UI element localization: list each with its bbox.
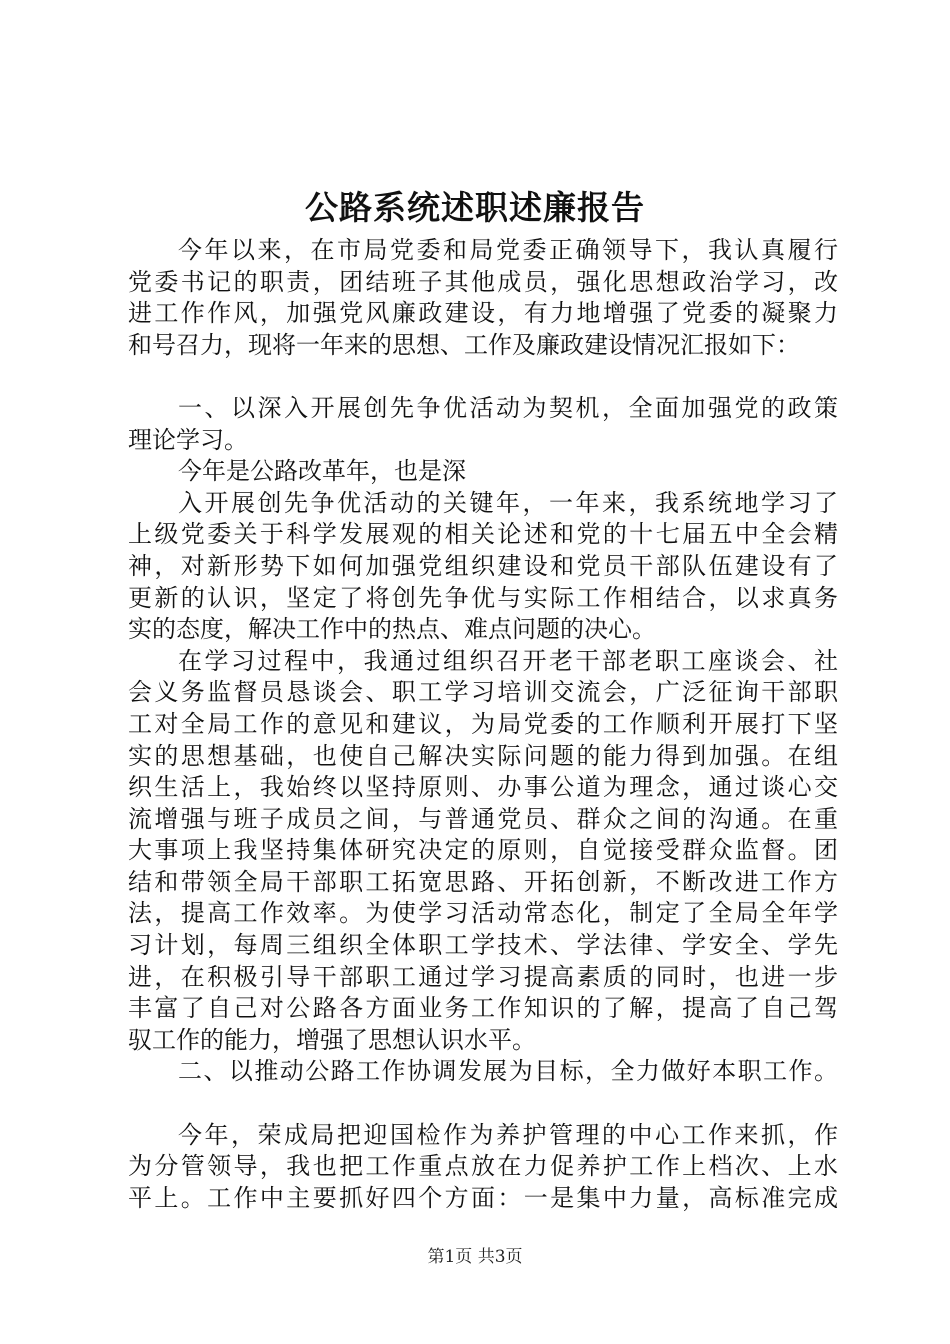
section-heading-1: 一、以深入开展创先争优活动为契机，全面加强党的政策 bbox=[178, 393, 838, 422]
body-line: 和号召力，现将一年来的思想、工作及廉政建设情况汇报如下： bbox=[128, 330, 800, 359]
body-line: 在学习过程中，我通过组织召开老干部老职工座谈会、社 bbox=[178, 646, 838, 675]
body-line: 驭工作的能力，增强了思想认识水平。 bbox=[128, 1025, 536, 1054]
body-line: 流增强与班子成员之间，与普通党员、群众之间的沟通。在重 bbox=[128, 804, 838, 833]
body-line: 神，对新形势下如何加强党组织建设和党员干部队伍建设有了 bbox=[128, 551, 838, 580]
body-line: 结和带领全局干部职工拓宽思路、开拓创新，不断改进工作方 bbox=[128, 867, 838, 896]
section-heading-2: 二、以推动公路工作协调发展为目标，全力做好本职工作。 bbox=[178, 1057, 838, 1086]
body-line: 今年，荣成局把迎国检作为养护管理的中心工作来抓，作 bbox=[178, 1120, 838, 1149]
page-footer: 第1页 共3页 bbox=[427, 1247, 523, 1267]
body-line: 丰富了自己对公路各方面业务工作知识的了解，提高了自己驾 bbox=[128, 994, 838, 1023]
body-line: 工对全局工作的意见和建议，为局党委的工作顺利开展打下坚 bbox=[128, 709, 838, 738]
body-line: 大事项上我坚持集体研究决定的原则，自觉接受群众监督。团 bbox=[128, 836, 838, 865]
body-line: 为分管领导，我也把工作重点放在力促养护工作上档次、上水 bbox=[128, 1152, 838, 1181]
blank-line bbox=[128, 361, 838, 393]
body-line: 入开展创先争优活动的关键年，一年来，我系统地学习了 bbox=[178, 488, 838, 517]
body-line: 今年以来，在市局党委和局党委正确领导下，我认真履行 bbox=[178, 236, 838, 264]
document-body bbox=[128, 235, 838, 1214]
body-line: 党委书记的职责，团结班子其他成员，强化思想政治学习，改 bbox=[128, 267, 838, 296]
document-title: 公路系统述职述廉报告 bbox=[305, 188, 645, 227]
body-line: 今年是公路改革年，也是深 bbox=[178, 457, 466, 486]
blank-line bbox=[128, 1088, 838, 1120]
body-line: 上级党委关于科学发展观的相关论述和党的十七届五中全会精 bbox=[128, 520, 838, 549]
body-line: 进，在积极引导干部职工通过学习提高素质的同时，也进一步 bbox=[128, 962, 838, 991]
body-line: 进工作作风，加强党风廉政建设，有力地增强了党委的凝聚力 bbox=[128, 299, 838, 328]
section-heading-1-cont: 理论学习。 bbox=[128, 425, 248, 454]
body-line: 实的思想基础，也使自己解决实际问题的能力得到加强。在组 bbox=[128, 741, 838, 770]
body-line: 习计划，每周三组织全体职工学技术、学法律、学安全、学先 bbox=[128, 931, 838, 960]
body-line: 法，提高工作效率。为使学习活动常态化，制定了全局全年学 bbox=[128, 899, 838, 928]
body-line: 实的态度，解决工作中的热点、难点问题的决心。 bbox=[128, 615, 656, 644]
body-line: 会义务监督员恳谈会、职工学习培训交流会，广泛征询干部职 bbox=[128, 678, 838, 707]
body-line: 更新的认识，坚定了将创先争优与实际工作相结合，以求真务 bbox=[128, 583, 838, 612]
body-line: 织生活上，我始终以坚持原则、办事公道为理念，通过谈心交 bbox=[128, 773, 838, 802]
body-line: 平上。工作中主要抓好四个方面：一是集中力量，高标准完成 bbox=[128, 1183, 838, 1212]
